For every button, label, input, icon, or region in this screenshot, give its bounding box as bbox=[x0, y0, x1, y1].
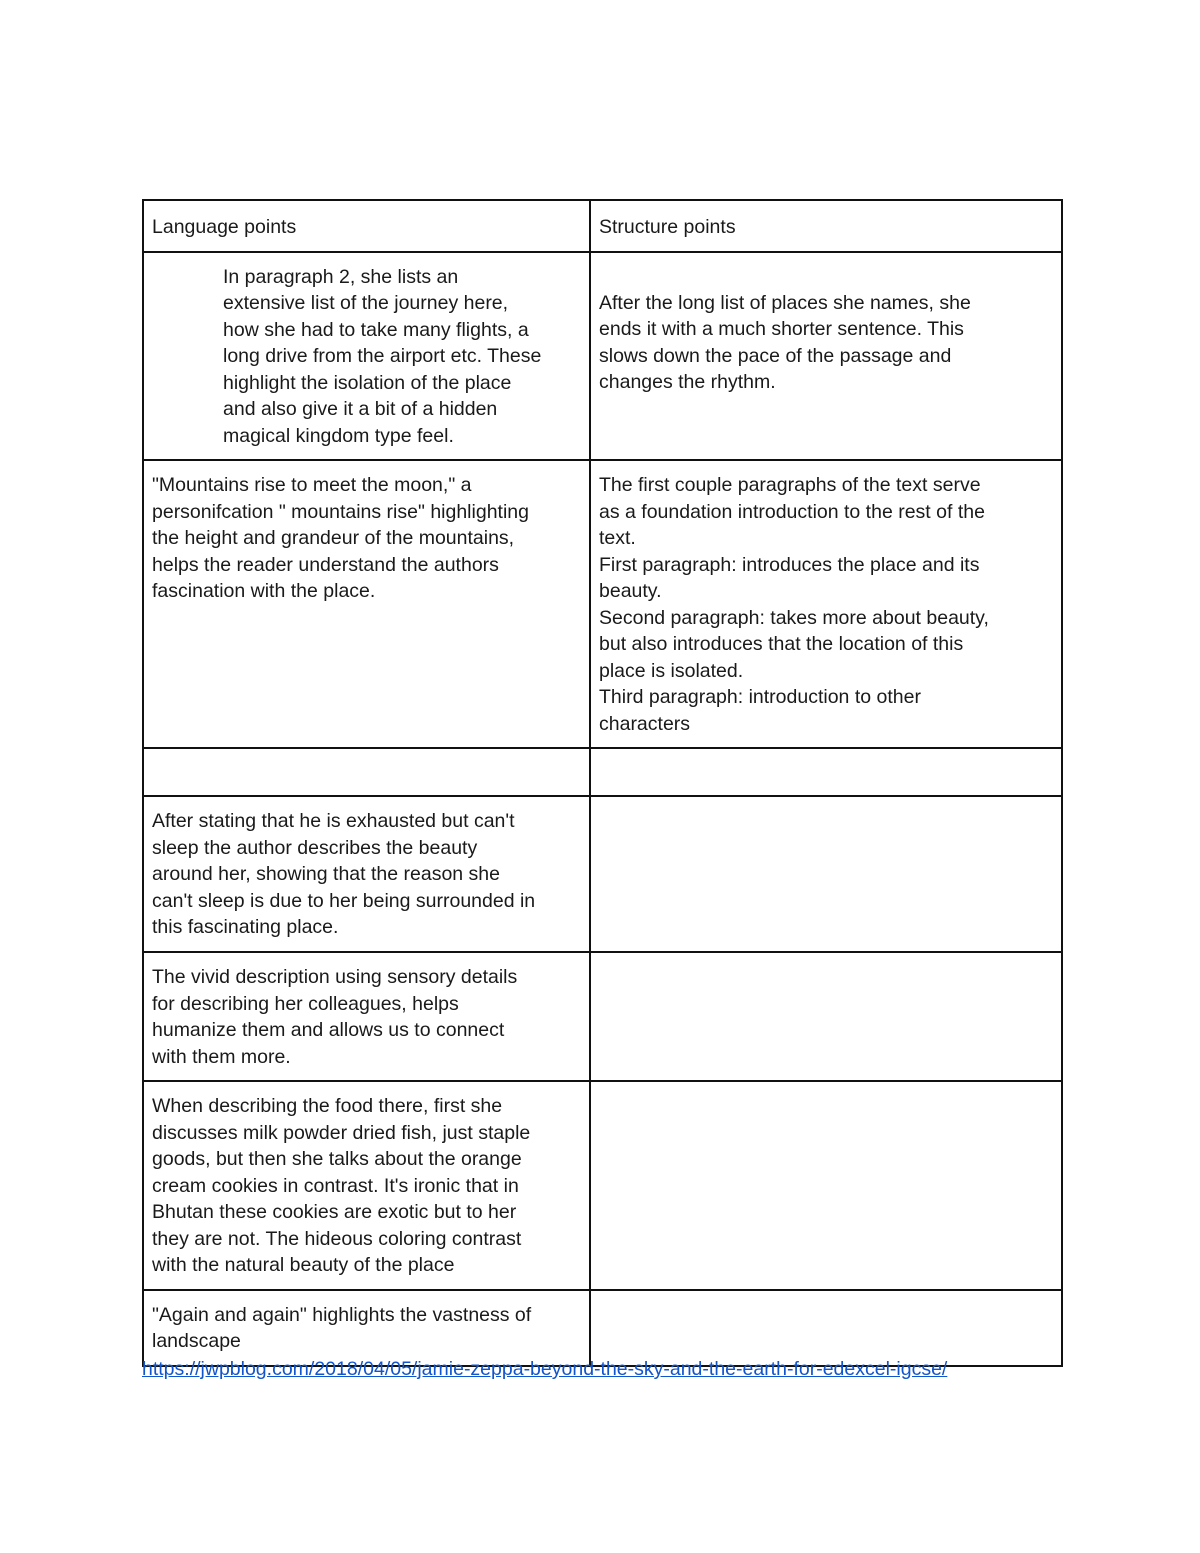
language-text: In paragraph 2, she lists an extensive list of the journey here, how she had to take many flights, a long drive from the airport etc. These highlight the isolation of the place and also give it a bit of a hidden magical kingdom type feel. bbox=[223, 265, 542, 447]
table-row bbox=[143, 952, 1062, 1081]
language-structure-table bbox=[142, 199, 1063, 1367]
table-row bbox=[143, 252, 1062, 461]
table-row bbox=[143, 460, 1062, 748]
header-language-points: Language points bbox=[143, 200, 590, 252]
language-cell: After stating that he is exhausted but can't sleep the author describes the beauty around her, showing that the reason she can't sleep is due to her being surrounded in this fascinating place. bbox=[143, 796, 590, 952]
structure-cell bbox=[590, 252, 1062, 461]
header-structure-points: Structure points bbox=[590, 200, 1062, 252]
language-cell bbox=[143, 748, 590, 796]
language-cell bbox=[143, 252, 590, 461]
table-header-row bbox=[143, 200, 1062, 252]
structure-text: After the long list of places she names, she ends it with a much shorter sentence. This slows down the pace of the passage and changes the rhythm. bbox=[599, 291, 971, 393]
table-row bbox=[143, 748, 1062, 796]
structure-cell: The first couple paragraphs of the text serve as a foundation introduction to the rest of the text. First paragraph: introduces the place and its beauty. Second paragraph: takes more about beauty, but also introduces that the location of this place is isolated. Third paragraph: introduction to other characters bbox=[590, 460, 1062, 748]
structure-cell bbox=[590, 1290, 1062, 1366]
language-cell: "Mountains rise to meet the moon," a personifcation " mountains rise" highlighting the height and grandeur of the mountains, helps the reader understand the authors fascination with the place. bbox=[143, 460, 590, 748]
language-cell: When describing the food there, first she discusses milk powder dried fish, just staple goods, but then she talks about the orange cream cookies in contrast. It's ironic that in Bhutan these cookies are exotic but to her they are not. The hideous coloring contrast with the natural beauty of the place bbox=[143, 1081, 590, 1290]
table-row bbox=[143, 796, 1062, 952]
source-link[interactable]: https://jwpblog.com/2018/04/05/jamie-zeppa-beyond-the-sky-and-the-earth-for-edexcel-igcse/ bbox=[142, 1358, 948, 1380]
table-row bbox=[143, 1081, 1062, 1290]
structure-cell bbox=[590, 796, 1062, 952]
structure-cell bbox=[590, 1081, 1062, 1290]
structure-cell bbox=[590, 952, 1062, 1081]
structure-cell bbox=[590, 748, 1062, 796]
language-cell: "Again and again" highlights the vastness of landscape bbox=[143, 1290, 590, 1366]
table-row bbox=[143, 1290, 1062, 1366]
language-cell: The vivid description using sensory details for describing her colleagues, helps humanize them and allows us to connect with them more. bbox=[143, 952, 590, 1081]
